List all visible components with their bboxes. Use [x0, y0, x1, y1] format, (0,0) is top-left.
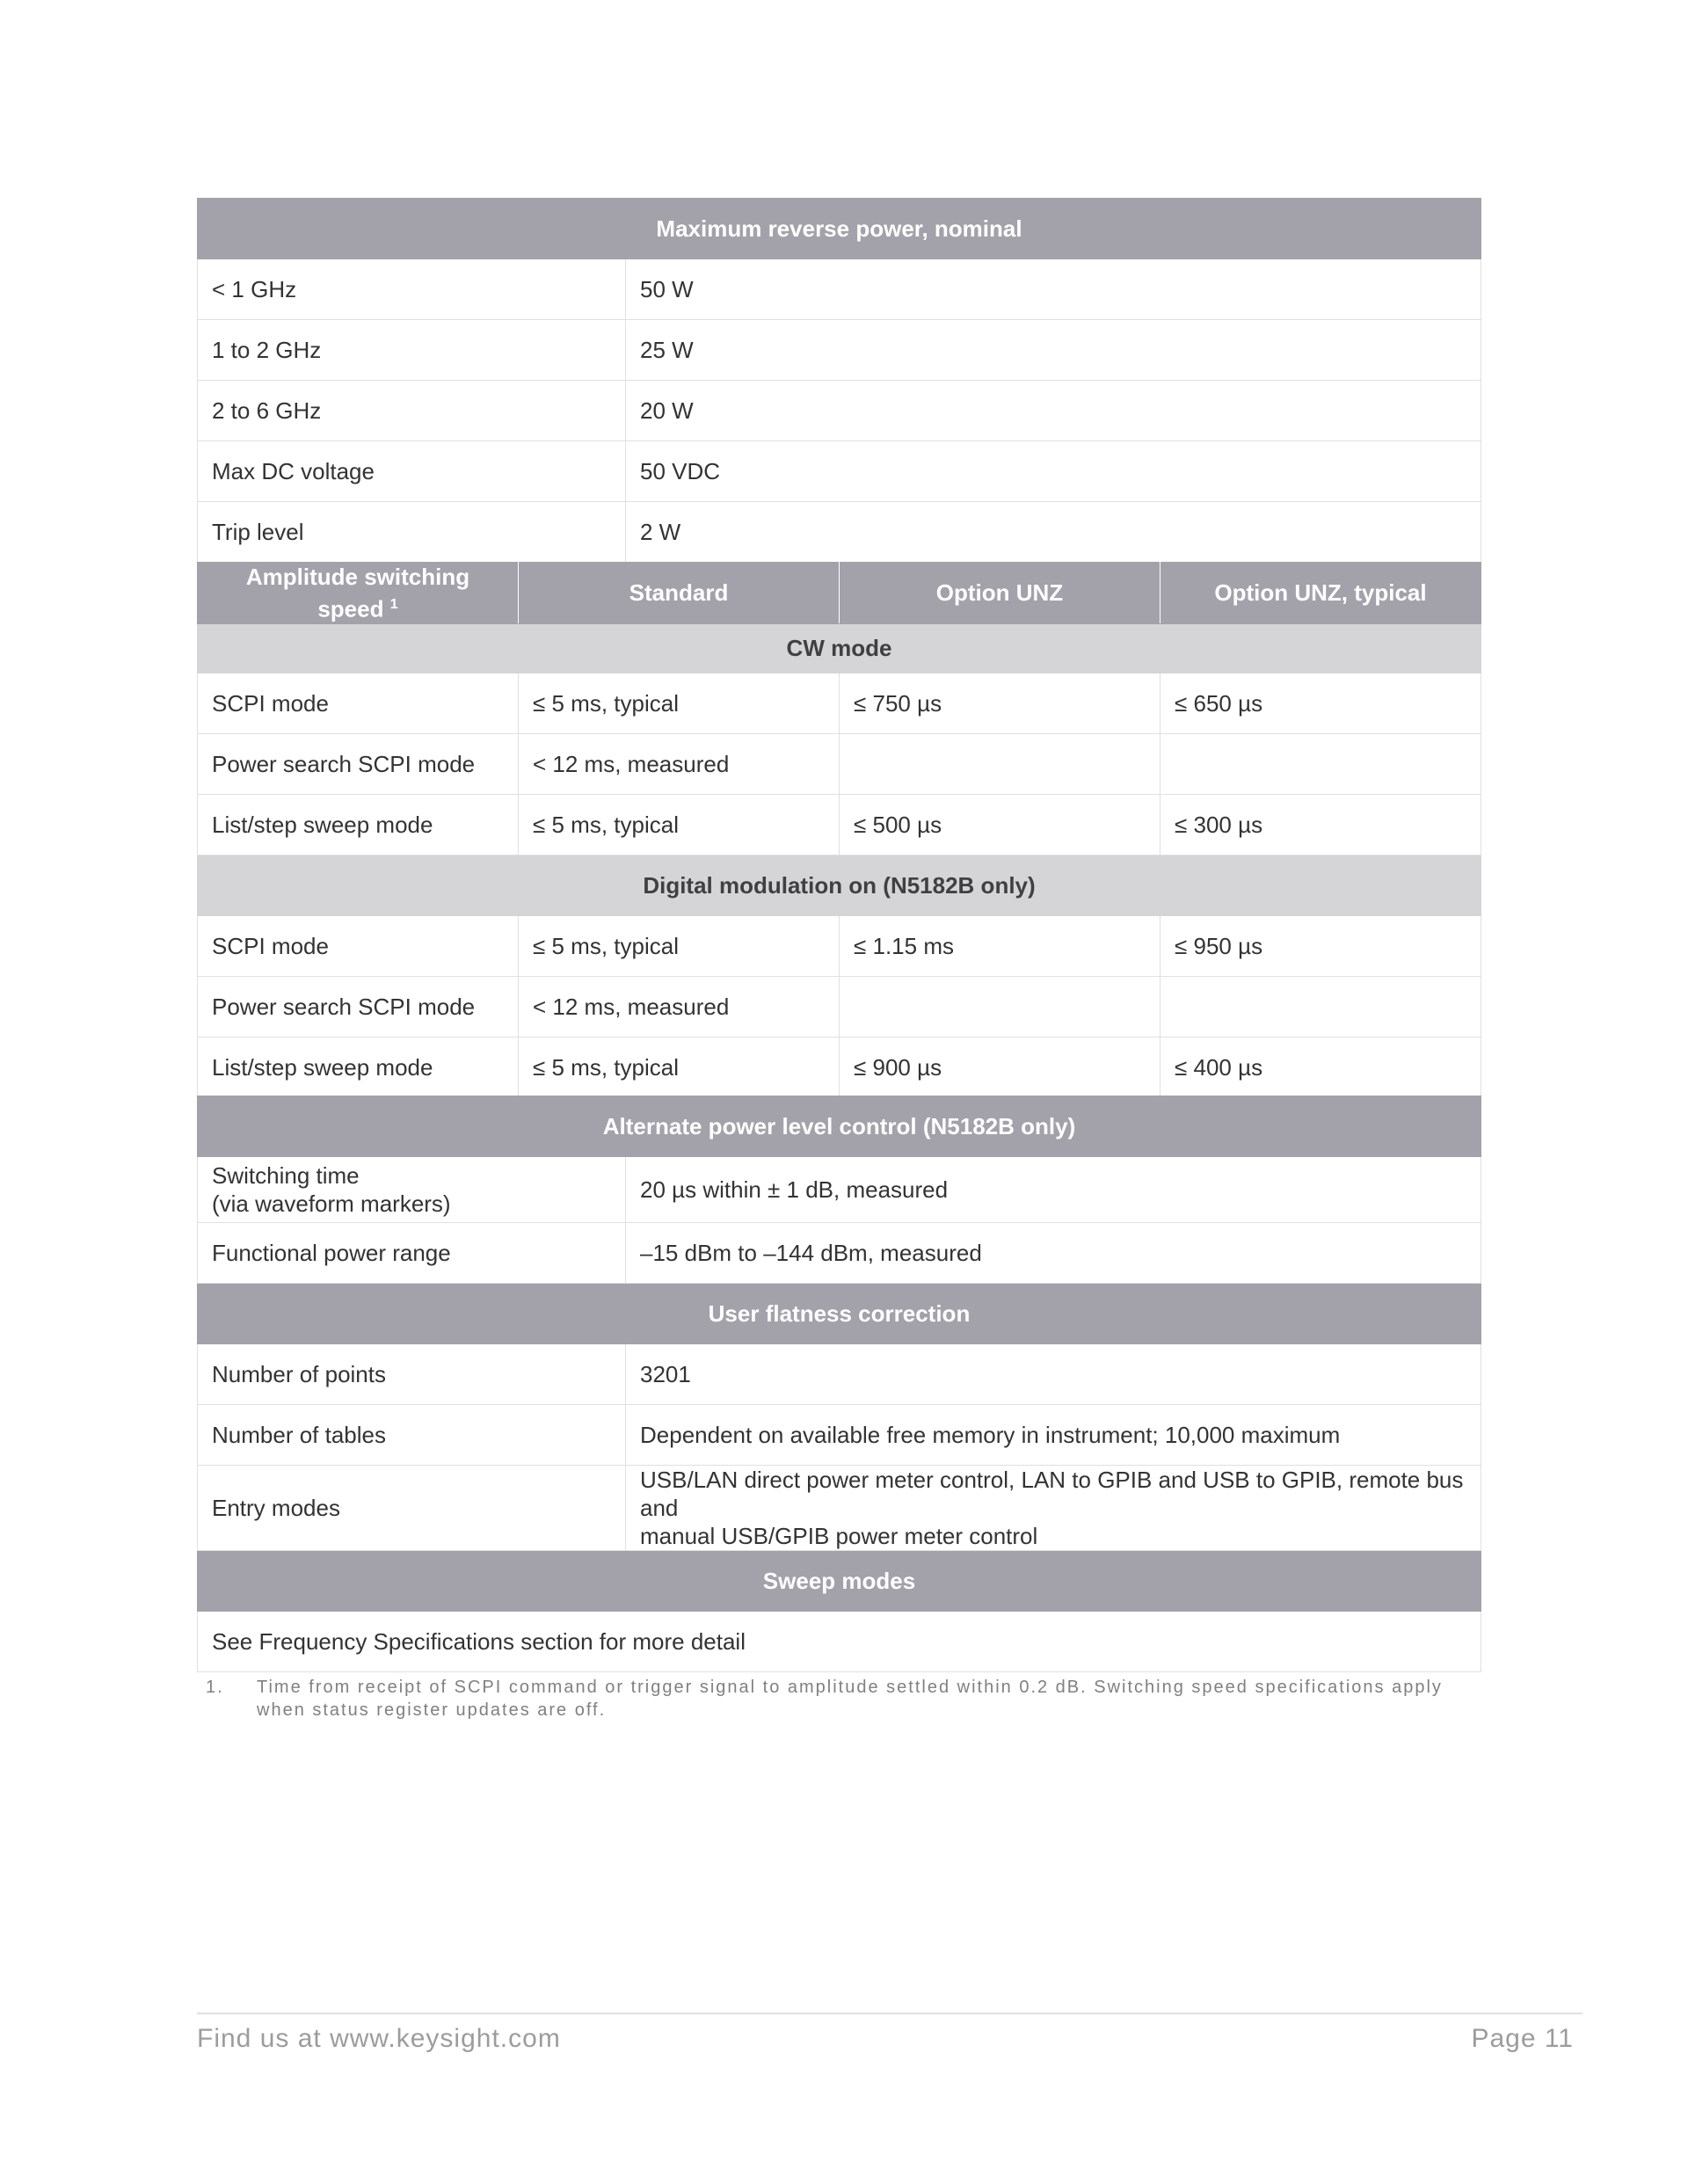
row-value: Dependent on available free memory in instrument; 10,000 maximum: [626, 1405, 1481, 1466]
table-header-row: [198, 1284, 1481, 1344]
footnote-number: 1.: [206, 1678, 224, 1697]
page-number: Page 11: [1471, 2024, 1574, 2053]
table-row: [198, 794, 1481, 855]
row-value: 3201: [626, 1344, 1481, 1405]
standard-value: ≤ 5 ms, typical: [519, 794, 840, 855]
unz-typical-value: [1160, 733, 1481, 794]
table-row: [198, 259, 1481, 320]
table-header-row: [198, 563, 1481, 624]
row-value: 50 W: [626, 259, 1481, 320]
row-label: Functional power range: [198, 1223, 626, 1284]
row-value: 25 W: [626, 320, 1481, 381]
row-label: Power search SCPI mode: [198, 976, 519, 1037]
table-row: [198, 441, 1481, 502]
unz-typical-value: [1160, 976, 1481, 1037]
unz-typical-value: ≤ 650 µs: [1160, 673, 1481, 733]
unz-value: ≤ 750 µs: [840, 673, 1160, 733]
row-label: Trip level: [198, 502, 626, 563]
standard-value: ≤ 5 ms, typical: [519, 915, 840, 976]
table-row: [198, 1405, 1481, 1466]
table-row: [198, 502, 1481, 563]
row-value: 20 W: [626, 381, 1481, 441]
table-row: [198, 320, 1481, 381]
standard-value: ≤ 5 ms, typical: [519, 673, 840, 733]
footnote: [206, 1676, 1454, 1722]
row-label: SCPI mode: [198, 673, 519, 733]
row-label: List/step sweep mode: [198, 1037, 519, 1097]
table-header-row: [198, 1551, 1481, 1612]
row-value: USB/LAN direct power meter control, LAN to GPIB and USB to GPIB, remote bus and manual USB/GPIB power meter control: [626, 1466, 1481, 1551]
row-label: Max DC voltage: [198, 441, 626, 502]
footnote-text: Time from receipt of SCPI command or trigger signal to amplitude settled within 0.2 dB. Switching speed specifications apply when status register updates are off.: [257, 1678, 1443, 1720]
row-label: List/step sweep mode: [198, 794, 519, 855]
col-header-switching-speed: Amplitude switching speed $^1$: [198, 563, 519, 624]
footer-divider: [197, 2013, 1582, 2014]
row-label: Power search SCPI mode: [198, 733, 519, 794]
table-row: [198, 1223, 1481, 1284]
table-row: [198, 733, 1481, 794]
table-row: [198, 976, 1481, 1037]
unz-value: [840, 733, 1160, 794]
row-label: 2 to 6 GHz: [198, 381, 626, 441]
reverse-power-header: Maximum reverse power, nominal: [198, 199, 1481, 259]
table-header-row: [198, 1096, 1481, 1157]
unz-typical-value: ≤ 950 µs: [1160, 915, 1481, 976]
power-control-table: [197, 1096, 1481, 1672]
row-label: Switching time (via waveform markers): [198, 1157, 626, 1223]
table-header-row: [198, 199, 1481, 259]
table-row: [198, 1612, 1481, 1672]
alt-power-header: Alternate power level control (N5182B only): [198, 1096, 1481, 1157]
col-header-option-unz: Option UNZ: [840, 563, 1160, 624]
row-value: –15 dBm to –144 dBm, measured: [626, 1223, 1481, 1284]
unz-value: ≤ 1.15 ms: [840, 915, 1160, 976]
cw-mode-title: CW mode: [198, 623, 1481, 673]
switching-speed-table: [197, 562, 1481, 1098]
unz-typical-value: ≤ 300 µs: [1160, 794, 1481, 855]
unz-value: [840, 976, 1160, 1037]
standard-value: ≤ 5 ms, typical: [519, 1037, 840, 1097]
digital-modulation-title: Digital modulation on (N5182B only): [198, 855, 1481, 915]
row-label: Entry modes: [198, 1466, 626, 1551]
table-row: [198, 673, 1481, 733]
row-label: < 1 GHz: [198, 259, 626, 320]
row-value: 50 VDC: [626, 441, 1481, 502]
standard-value: < 12 ms, measured: [519, 976, 840, 1037]
unz-value: ≤ 900 µs: [840, 1037, 1160, 1097]
section-row: [198, 623, 1481, 673]
unz-value: ≤ 500 µs: [840, 794, 1160, 855]
table-row: [198, 1344, 1481, 1405]
sweep-text: See Frequency Specifications section for more detail: [198, 1612, 1481, 1672]
table-row: [198, 1037, 1481, 1097]
footer-website: Find us at www.keysight.com: [197, 2024, 561, 2053]
unz-typical-value: ≤ 400 µs: [1160, 1037, 1481, 1097]
table-row: [198, 1466, 1481, 1551]
row-label: 1 to 2 GHz: [198, 320, 626, 381]
row-label: Number of points: [198, 1344, 626, 1405]
section-row: [198, 855, 1481, 915]
table-row: [198, 1157, 1481, 1223]
standard-value: < 12 ms, measured: [519, 733, 840, 794]
row-value: 2 W: [626, 502, 1481, 563]
row-value: 20 µs within ± 1 dB, measured: [626, 1157, 1481, 1223]
table-row: [198, 381, 1481, 441]
col-header-option-unz-typical: Option UNZ, typical: [1160, 563, 1481, 624]
table-row: [198, 915, 1481, 976]
flatness-header: User flatness correction: [198, 1284, 1481, 1344]
col-header-standard: Standard: [519, 563, 840, 624]
sweep-header: Sweep modes: [198, 1551, 1481, 1612]
reverse-power-table: [197, 198, 1481, 563]
footnote-ref: 1: [389, 597, 398, 612]
row-label: Number of tables: [198, 1405, 626, 1466]
row-label: SCPI mode: [198, 915, 519, 976]
